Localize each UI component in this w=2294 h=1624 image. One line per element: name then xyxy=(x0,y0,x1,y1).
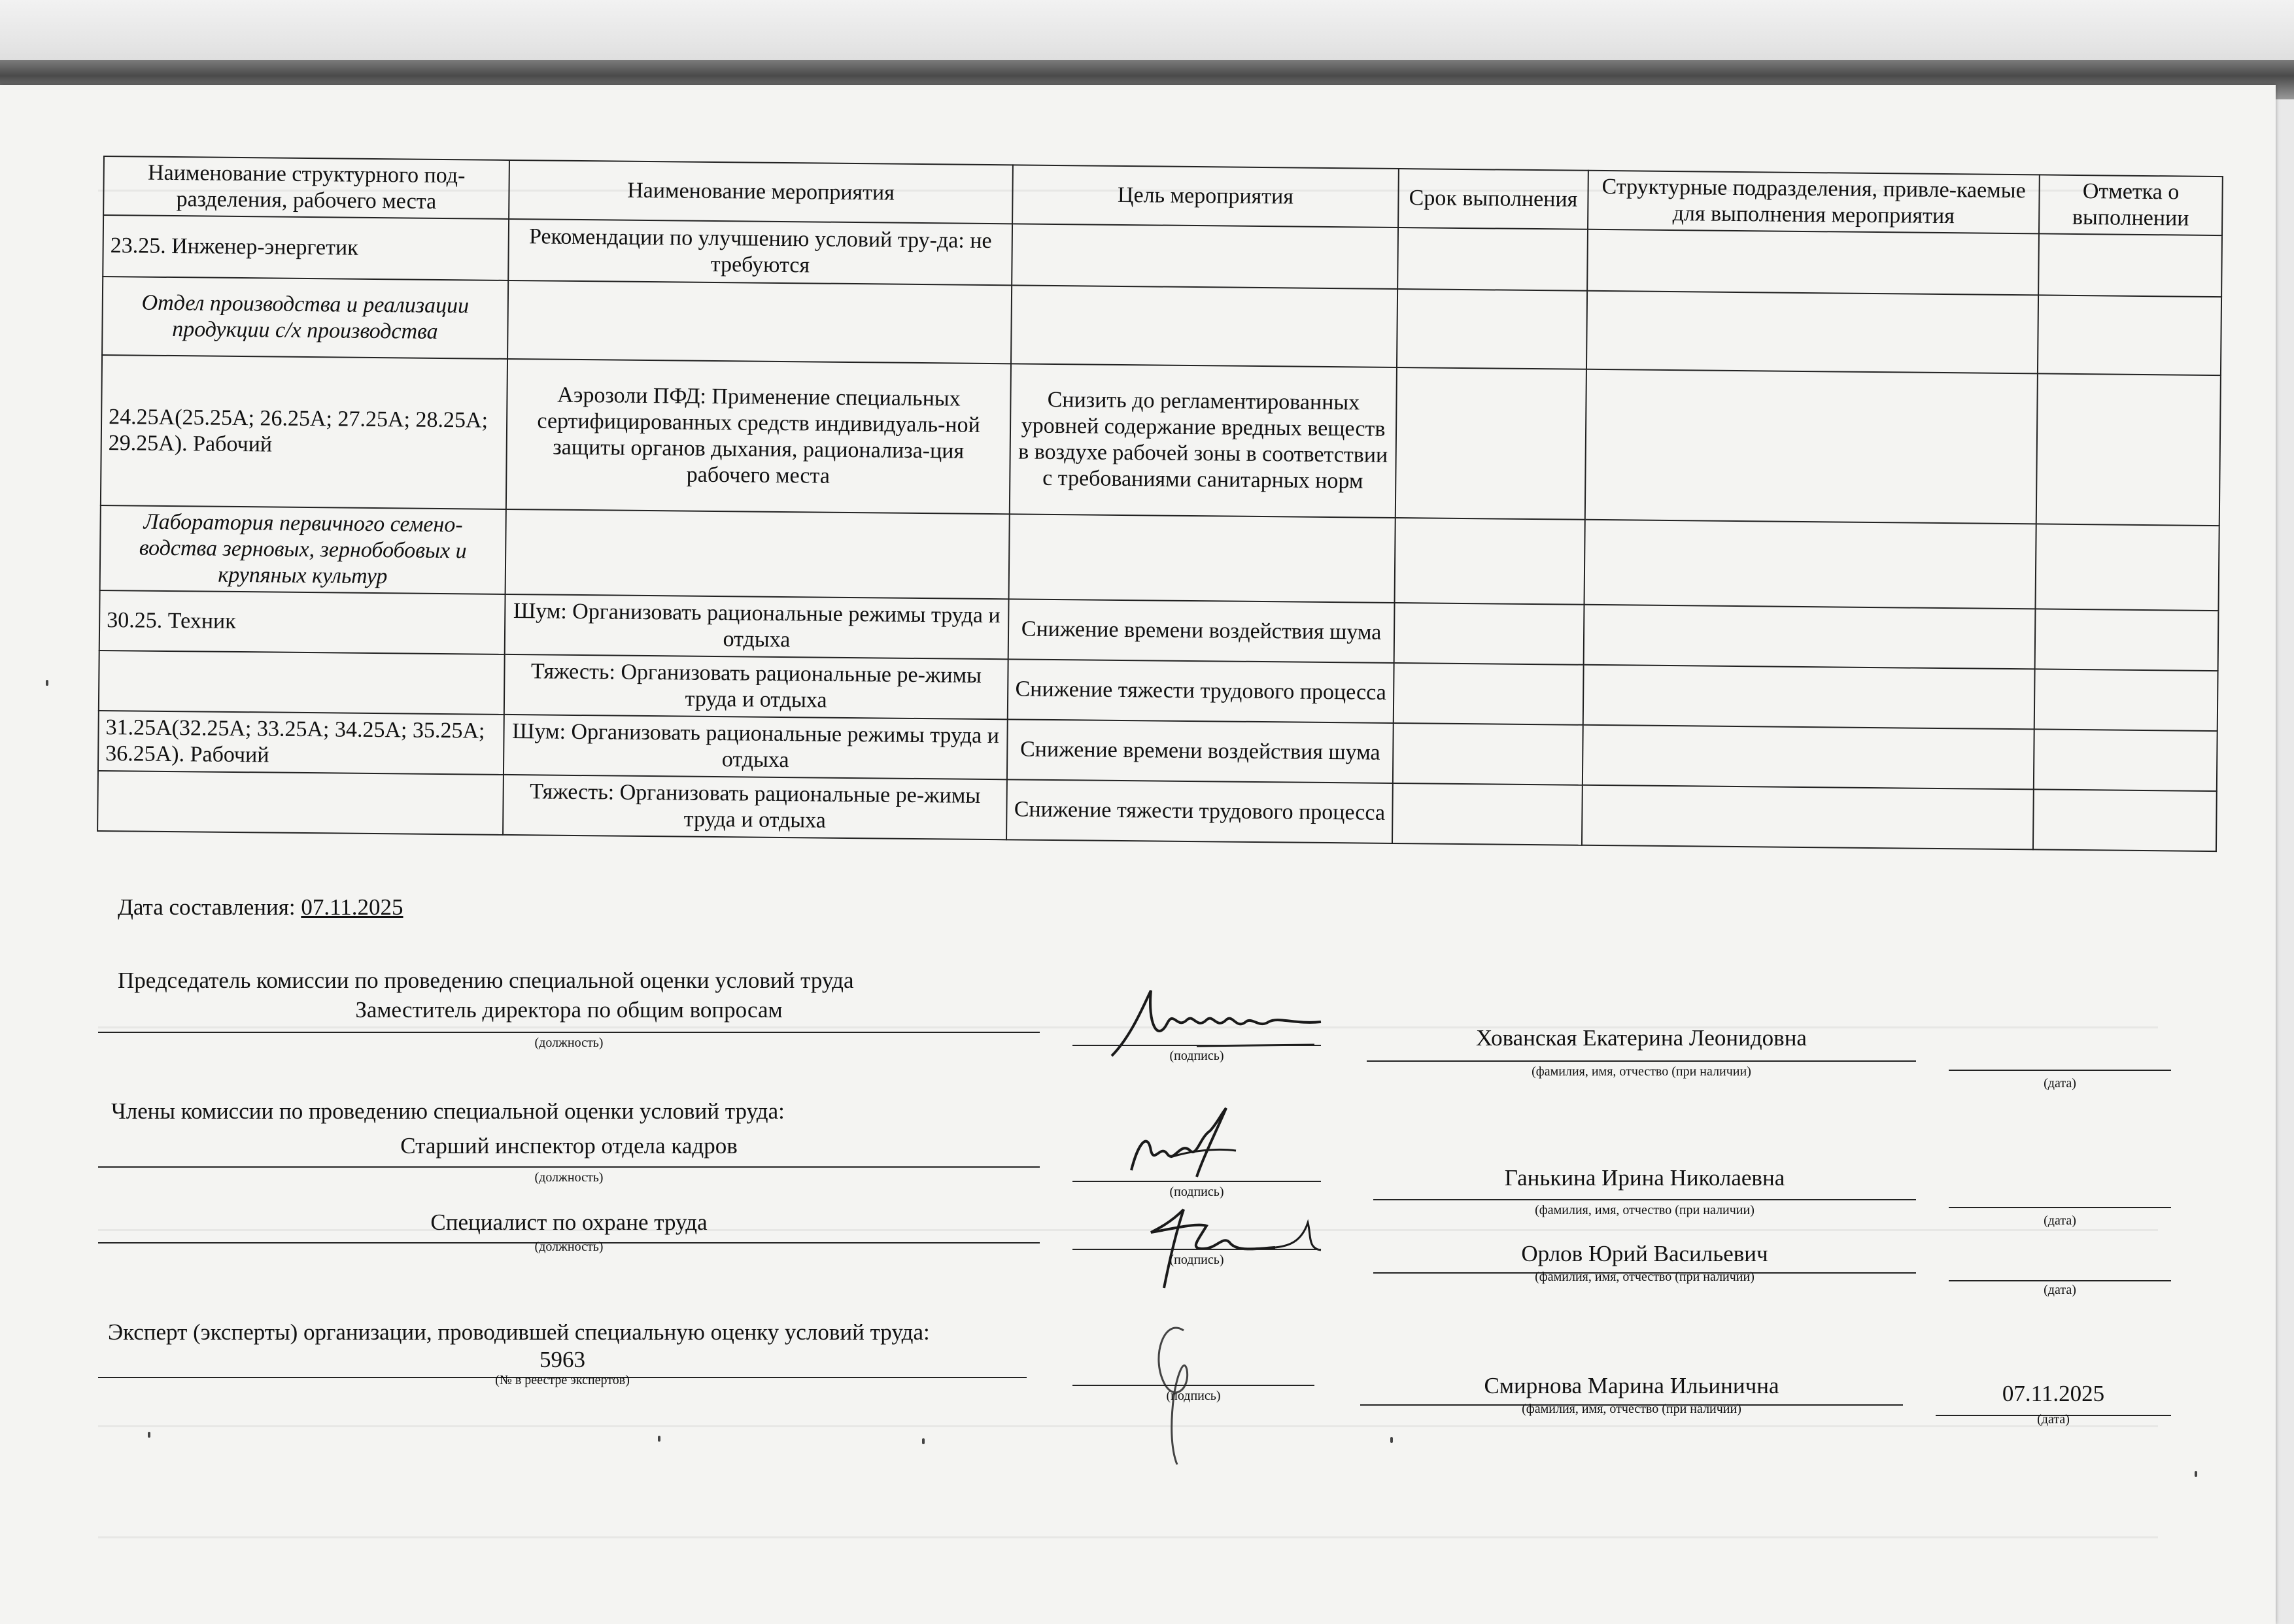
measure-cell: Рекомендации по улучшению условий тру-да: не требуются xyxy=(508,219,1012,285)
signature-line xyxy=(98,1032,1040,1033)
member-position: Специалист по охране труда xyxy=(430,1210,708,1235)
fio-caption: (фамилия, имя, отчество (при наличии) xyxy=(1522,1402,1741,1416)
signature-caption: (подпись) xyxy=(1169,1253,1224,1267)
position-caption: (должность) xyxy=(534,1240,604,1254)
expert-registry-number: 5963 xyxy=(539,1347,585,1372)
member-name: Орлов Юрий Васильевич xyxy=(1521,1241,1768,1266)
scan-speck xyxy=(46,680,48,686)
measure-cell: Шум: Организовать рациональные режимы труда и отдыха xyxy=(504,715,1008,779)
registry-caption: (№ в реестре экспертов) xyxy=(495,1373,630,1387)
section-title: Лаборатория первичного семено-водства зерновых, зернобобовых и крупяных культур xyxy=(100,505,506,594)
header-cell: Наименование структурного под-разделения, рабочего места xyxy=(103,156,509,219)
scan-speck xyxy=(658,1436,660,1442)
chair-position: Заместитель директора по общим вопросам xyxy=(355,997,783,1023)
goal-cell xyxy=(1012,224,1398,289)
date-caption: (дата) xyxy=(2037,1412,2070,1427)
workplace-cell: 23.25. Инженер-энергетик xyxy=(103,215,509,280)
measure-cell: Тяжесть: Организовать рациональные ре-жимы труда и отдыха xyxy=(503,775,1007,839)
expert-date: 07.11.2025 xyxy=(2002,1381,2105,1406)
fio-caption: (фамилия, имя, отчество (при наличии) xyxy=(1532,1064,1751,1079)
table-row xyxy=(101,355,2221,526)
scan-speck xyxy=(922,1438,925,1444)
header-cell: Срок выполнения xyxy=(1398,169,1588,229)
section-title: Отдел производства и реализации продукции с/х производства xyxy=(102,277,508,359)
signature-line xyxy=(1949,1207,2171,1208)
signature-line xyxy=(1367,1060,1916,1062)
goal-cell: Снижение тяжести трудового процесса xyxy=(1008,659,1394,723)
signature-line xyxy=(1072,1045,1321,1046)
fio-caption: (фамилия, имя, отчество (при наличии) xyxy=(1535,1270,1755,1284)
measure-cell: Аэрозоли ПФД: Применение специальных сертифицированных средств индивидуаль-ной защиты органов дыхания, рационализа-ция рабочего места xyxy=(506,359,1011,514)
scan-speck xyxy=(1390,1437,1393,1443)
header-cell: Цель мероприятия xyxy=(1012,165,1399,228)
signature-line xyxy=(1072,1385,1314,1386)
workplace-cell: 31.25А(32.25А; 33.25А; 34.25А; 35.25А; 36.25А). Рабочий xyxy=(98,711,504,775)
signature-caption: (подпись) xyxy=(1169,1185,1224,1199)
expert-heading: Эксперт (эксперты) организации, проводившей специальную оценку условий труда: xyxy=(108,1319,930,1345)
member-name: Ганькина Ирина Николаевна xyxy=(1504,1165,1785,1191)
signature-caption: (подпись) xyxy=(1169,1049,1224,1063)
header-cell: Наименование мероприятия xyxy=(509,160,1013,224)
signature-line xyxy=(1949,1070,2171,1071)
date-compiled-value: 07.11.2025 xyxy=(301,894,403,920)
date-caption: (дата) xyxy=(2044,1213,2076,1228)
header-cell: Структурные подразделения, привле-каемые для выполнения мероприятия xyxy=(1588,171,2040,234)
chair-heading: Председатель комиссии по проведению специальной оценки условий труда xyxy=(118,968,854,993)
measure-cell: Тяжесть: Организовать рациональные ре-жимы труда и отдыха xyxy=(504,654,1008,719)
signature-line xyxy=(1072,1181,1321,1182)
signature-line xyxy=(1949,1280,2171,1281)
signature-line xyxy=(98,1166,1040,1168)
member-signature xyxy=(1118,1105,1249,1183)
member-position: Старший инспектор отдела кадров xyxy=(400,1133,738,1159)
scan-speck xyxy=(2195,1471,2197,1477)
goal-cell: Снижение тяжести трудового процесса xyxy=(1006,779,1393,843)
date-caption: (дата) xyxy=(2044,1283,2076,1297)
date-compiled-label: Дата составления: xyxy=(118,894,296,920)
expert-name: Смирнова Марина Ильинична xyxy=(1484,1373,1779,1398)
members-heading: Члены комиссии по проведению специальной оценки условий труда: xyxy=(111,1098,785,1124)
goal-cell: Снижение времени воздействия шума xyxy=(1007,719,1394,783)
signature-line xyxy=(1072,1249,1321,1250)
position-caption: (должность) xyxy=(534,1170,604,1185)
measures-table xyxy=(97,156,2223,852)
header-cell: Отметка о выполнении xyxy=(2039,175,2223,235)
date-caption: (дата) xyxy=(2044,1076,2076,1091)
position-caption: (должность) xyxy=(534,1036,604,1050)
date-compiled xyxy=(118,894,403,921)
bleed-through-line xyxy=(98,1425,2158,1427)
goal-cell: Снижение времени воздействия шума xyxy=(1008,599,1395,663)
signature-line xyxy=(1373,1199,1916,1200)
signature-caption: (подпись) xyxy=(1166,1389,1221,1403)
workplace-cell: 24.25А(25.25А; 26.25А; 27.25А; 28.25А; 29.25А). Рабочий xyxy=(101,355,507,509)
chair-name: Хованская Екатерина Леонидовна xyxy=(1476,1025,1807,1051)
bleed-through-line xyxy=(98,1536,2158,1538)
workplace-cell: 30.25. Техник xyxy=(99,590,505,654)
workplace-cell xyxy=(99,651,505,715)
goal-cell: Снизить до регламентированных уровней содержание вредных веществ в воздухе рабочей зоны в соответствии с требованиями санитарных норм xyxy=(1010,364,1397,518)
measure-cell: Шум: Организовать рациональные режимы труда и отдыха xyxy=(505,594,1009,659)
fio-caption: (фамилия, имя, отчество (при наличии) xyxy=(1535,1203,1755,1217)
workplace-cell xyxy=(97,771,504,835)
scan-speck xyxy=(148,1432,150,1438)
